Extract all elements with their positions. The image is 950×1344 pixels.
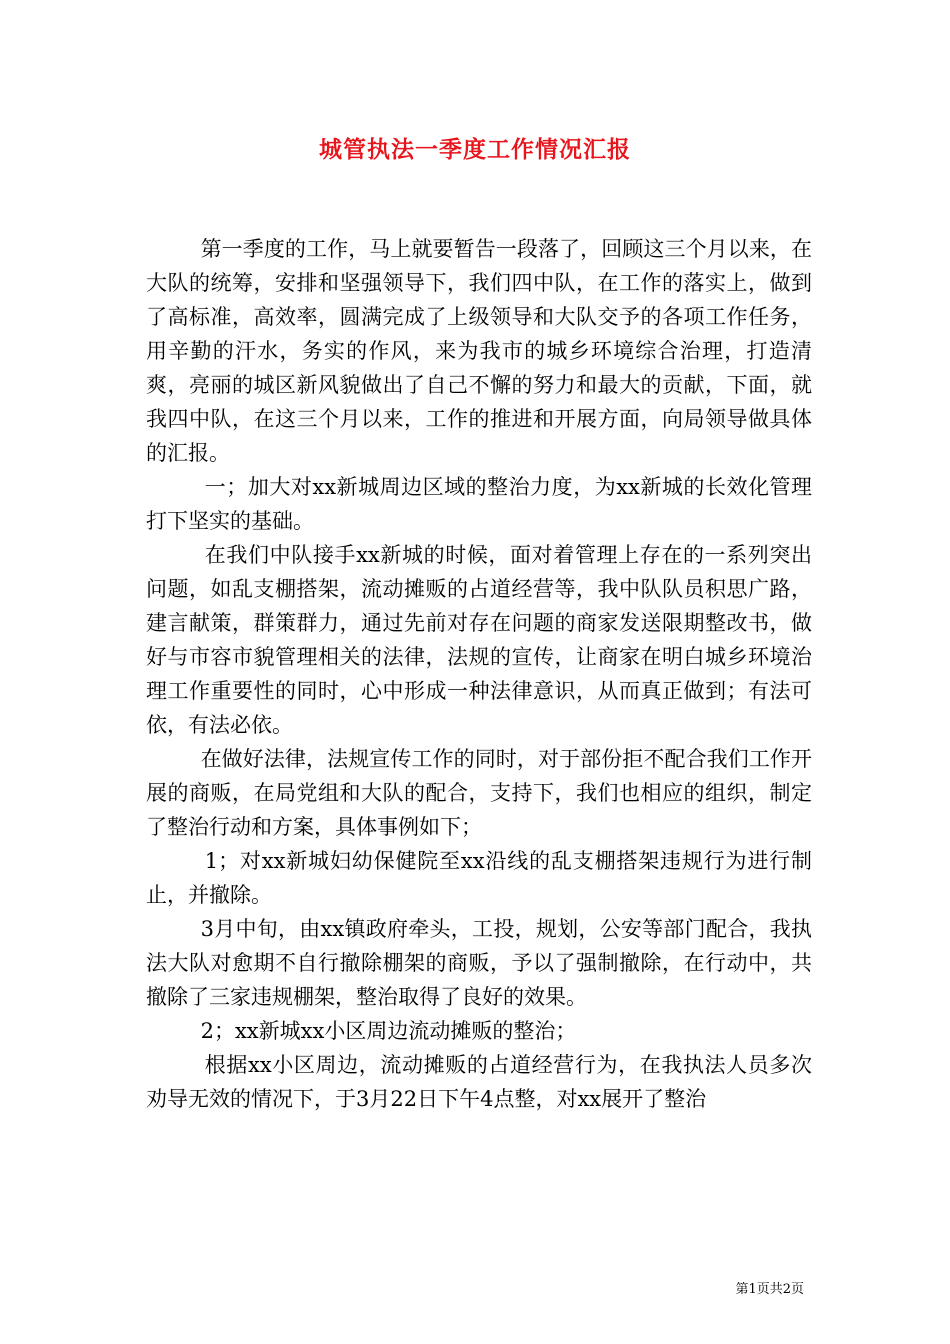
paragraph-item-2: 2；xx新城xx小区周边流动摊贩的整治；	[200, 1019, 577, 1043]
document-title: 城管执法一季度工作情况汇报	[319, 136, 631, 163]
paragraph-section-1-body: 在我们中队接手xx新城的时候，面对着管理上存在的一系列突出问题，如乱支棚搭架，流动摊贩的占道经营等，我中队队员积思广路，建言献策，群策群力，通过先前对存在问题的商家发送限期整改书，做好与市容市貌管理相关的法律，法规的宣传，让商家在明白城乡环境治理工作重要性的同时，心中形成一种法律意识，从而真正做到；有法可依，有法必依。	[146, 543, 812, 737]
paragraph-item-1: 1；对xx新城妇幼保健院至xx沿线的乱支棚搭架违规行为进行制止，并撤除。	[146, 849, 812, 907]
page-number: 第1页共2页	[735, 1282, 804, 1297]
paragraph-section-1-heading: 一；加大对xx新城周边区域的整治力度，为xx新城的长效化管理打下坚实的基础。	[146, 475, 812, 533]
paragraph-enforcement: 在做好法律，法规宣传工作的同时，对于部份拒不配合我们工作开展的商贩，在局党组和大队的配合，支持下，我们也相应的组织，制定了整治行动和方案，具体事例如下；	[146, 747, 812, 839]
paragraph-march-action: 3月中旬，由xx镇政府牵头，工投，规划，公安等部门配合，我执法大队对愈期不自行撤除棚架的商贩，予以了强制撤除，在行动中，共撤除了三家违规棚架，整治取得了良好的效果。	[146, 917, 812, 1009]
paragraph-item-2-body: 根据xx小区周边，流动摊贩的占道经营行为，在我执法人员多次劝导无效的情况下，于3月22日下午4点整，对xx展开了整治	[146, 1053, 812, 1111]
paragraph-intro: 第一季度的工作，马上就要暂告一段落了，回顾这三个月以来，在大队的统筹，安排和坚强领导下，我们四中队，在工作的落实上，做到了高标准，高效率，圆满完成了上级领导和大队交予的各项工作任务，用辛勤的汗水，务实的作风，来为我市的城乡环境综合治理，打造清爽，亮丽的城区新风貌做出了自己不懈的努力和最大的贡献，下面，就我四中队，在这三个月以来，工作的推进和开展方面，向局领导做具体的汇报。	[146, 237, 812, 465]
document-body	[146, 232, 812, 1116]
